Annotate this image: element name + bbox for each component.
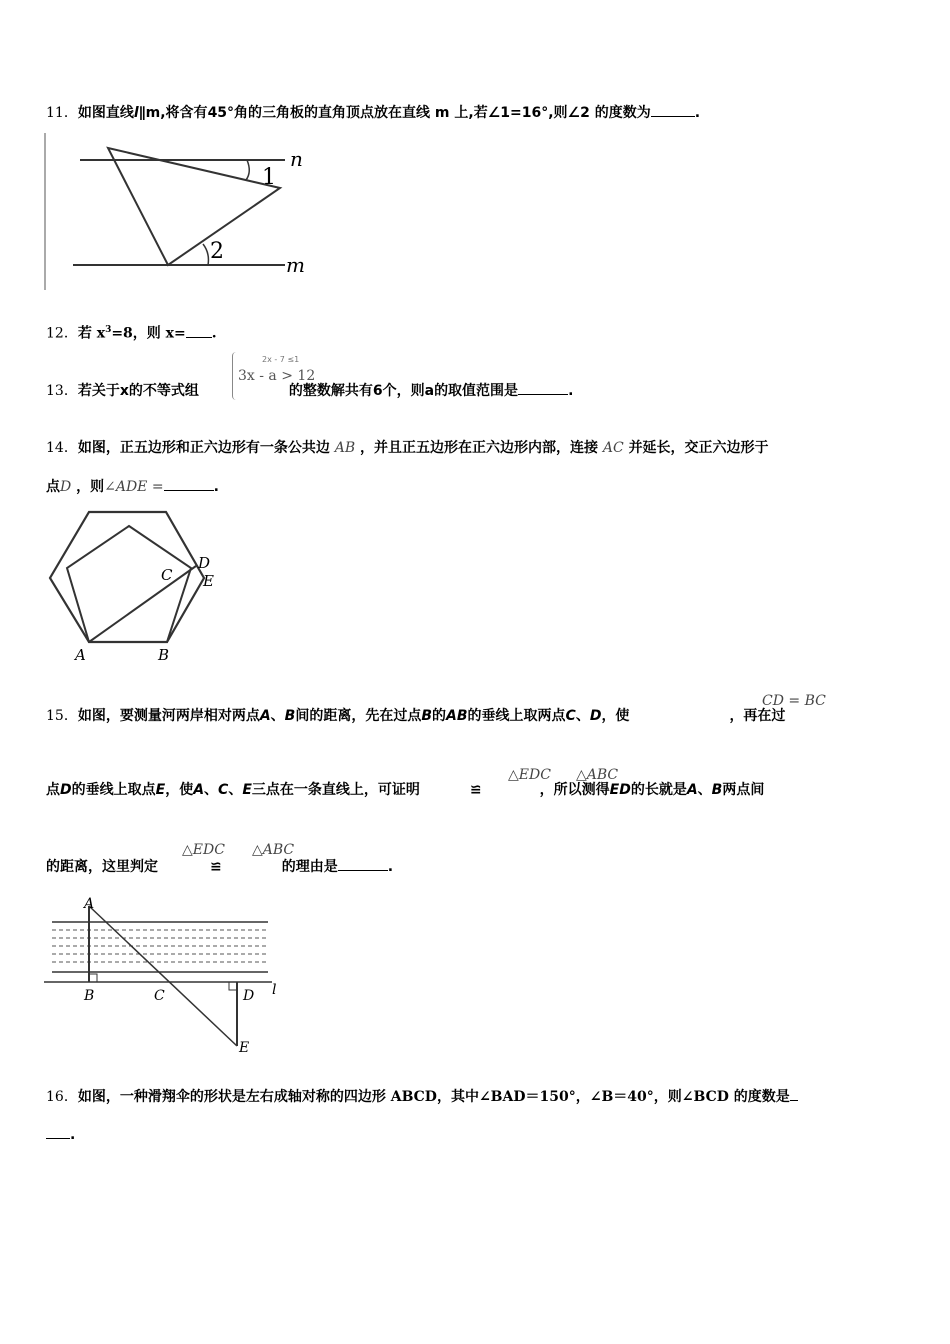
label-E: E: [203, 572, 214, 590]
figure-q15: [40, 894, 290, 1059]
answer-blank[interactable]: [338, 856, 388, 871]
answer-blank[interactable]: [651, 102, 695, 117]
label-E: E: [239, 1040, 250, 1056]
label-l: l: [272, 982, 277, 998]
question-number: 12．: [46, 325, 78, 342]
question-13: 13．若关于x的不等式组 的整数解共有6个，则a的取值范围是 .: [46, 380, 910, 401]
question-14-line-2: 点D ，则∠ADE = .: [46, 476, 910, 497]
label-C: C: [161, 566, 173, 584]
question-number: 15．: [46, 708, 78, 724]
label-n: n: [290, 147, 303, 171]
label-m: m: [286, 253, 305, 277]
triangle-abc: △ABC: [576, 767, 619, 783]
question-number: 11．: [46, 105, 78, 121]
triangle-edc: △EDC: [508, 767, 551, 783]
triangle-edc-2: △EDC: [182, 842, 225, 858]
inequality-brace: [232, 352, 237, 400]
label-A: A: [75, 646, 86, 664]
inequality-bottom: 3x - a > 12: [238, 368, 316, 384]
question-number: 14．: [46, 440, 78, 456]
triangle-abc-2: △ABC: [252, 842, 295, 858]
question-16: 16．如图，一种滑翔伞的形状是左右成轴对称的四边形 ABCD，其中∠BAD＝150°，∠B＝40°，则∠BCD 的度数是: [46, 1086, 910, 1107]
cd-equals-bc: CD = BC: [762, 693, 826, 709]
question-15: 15．如图，要测量河两岸相对两点A、B间的距离，先在过点B的AB的垂线上取两点C、D，使 ，再在过: [46, 708, 786, 724]
question-number: 16．: [46, 1089, 78, 1105]
question-16-line-2: .: [46, 1124, 910, 1145]
figure-q11: [40, 128, 320, 293]
angle-2-label: 2: [210, 239, 224, 264]
label-D: D: [243, 988, 255, 1004]
answer-blank[interactable]: [186, 323, 212, 338]
question-15-line-2: 点D的垂线上取点E，使A、C、E三点在一条直线上，可证明 ≌ ，所以测得ED的长就是A、B两点间: [46, 782, 765, 798]
question-15-line-3: 的距离，这里判定 ≌ 的理由是 .: [46, 856, 910, 877]
question-12: 12．若 $x^3=8$，则 x= .: [46, 320, 910, 344]
question-11: 11．如图直线l∥m,将含有45°角的三角板的直角顶点放在直线 m 上,若∠1=16°,则∠2 的度数为 .: [46, 102, 910, 123]
answer-blank[interactable]: [790, 1086, 798, 1101]
answer-blank-continued[interactable]: [46, 1124, 70, 1139]
label-C: C: [154, 988, 165, 1004]
label-D: D: [198, 554, 211, 572]
label-B: B: [84, 988, 95, 1004]
question-number: 13．: [46, 383, 78, 399]
label-B: B: [158, 646, 170, 664]
angle-1-label: 1: [262, 165, 276, 190]
inequality-top: 2x - 7 ≤1: [262, 355, 300, 364]
question-14: 14．如图，正五边形和正六边形有一条公共边 AB ，并且正五边形在正六边形内部，连接 AC 并延长，交正六边形于: [46, 440, 769, 456]
label-A: A: [84, 896, 95, 912]
answer-blank[interactable]: [518, 380, 568, 395]
figure-q14: [44, 508, 234, 668]
answer-blank[interactable]: [164, 476, 214, 491]
